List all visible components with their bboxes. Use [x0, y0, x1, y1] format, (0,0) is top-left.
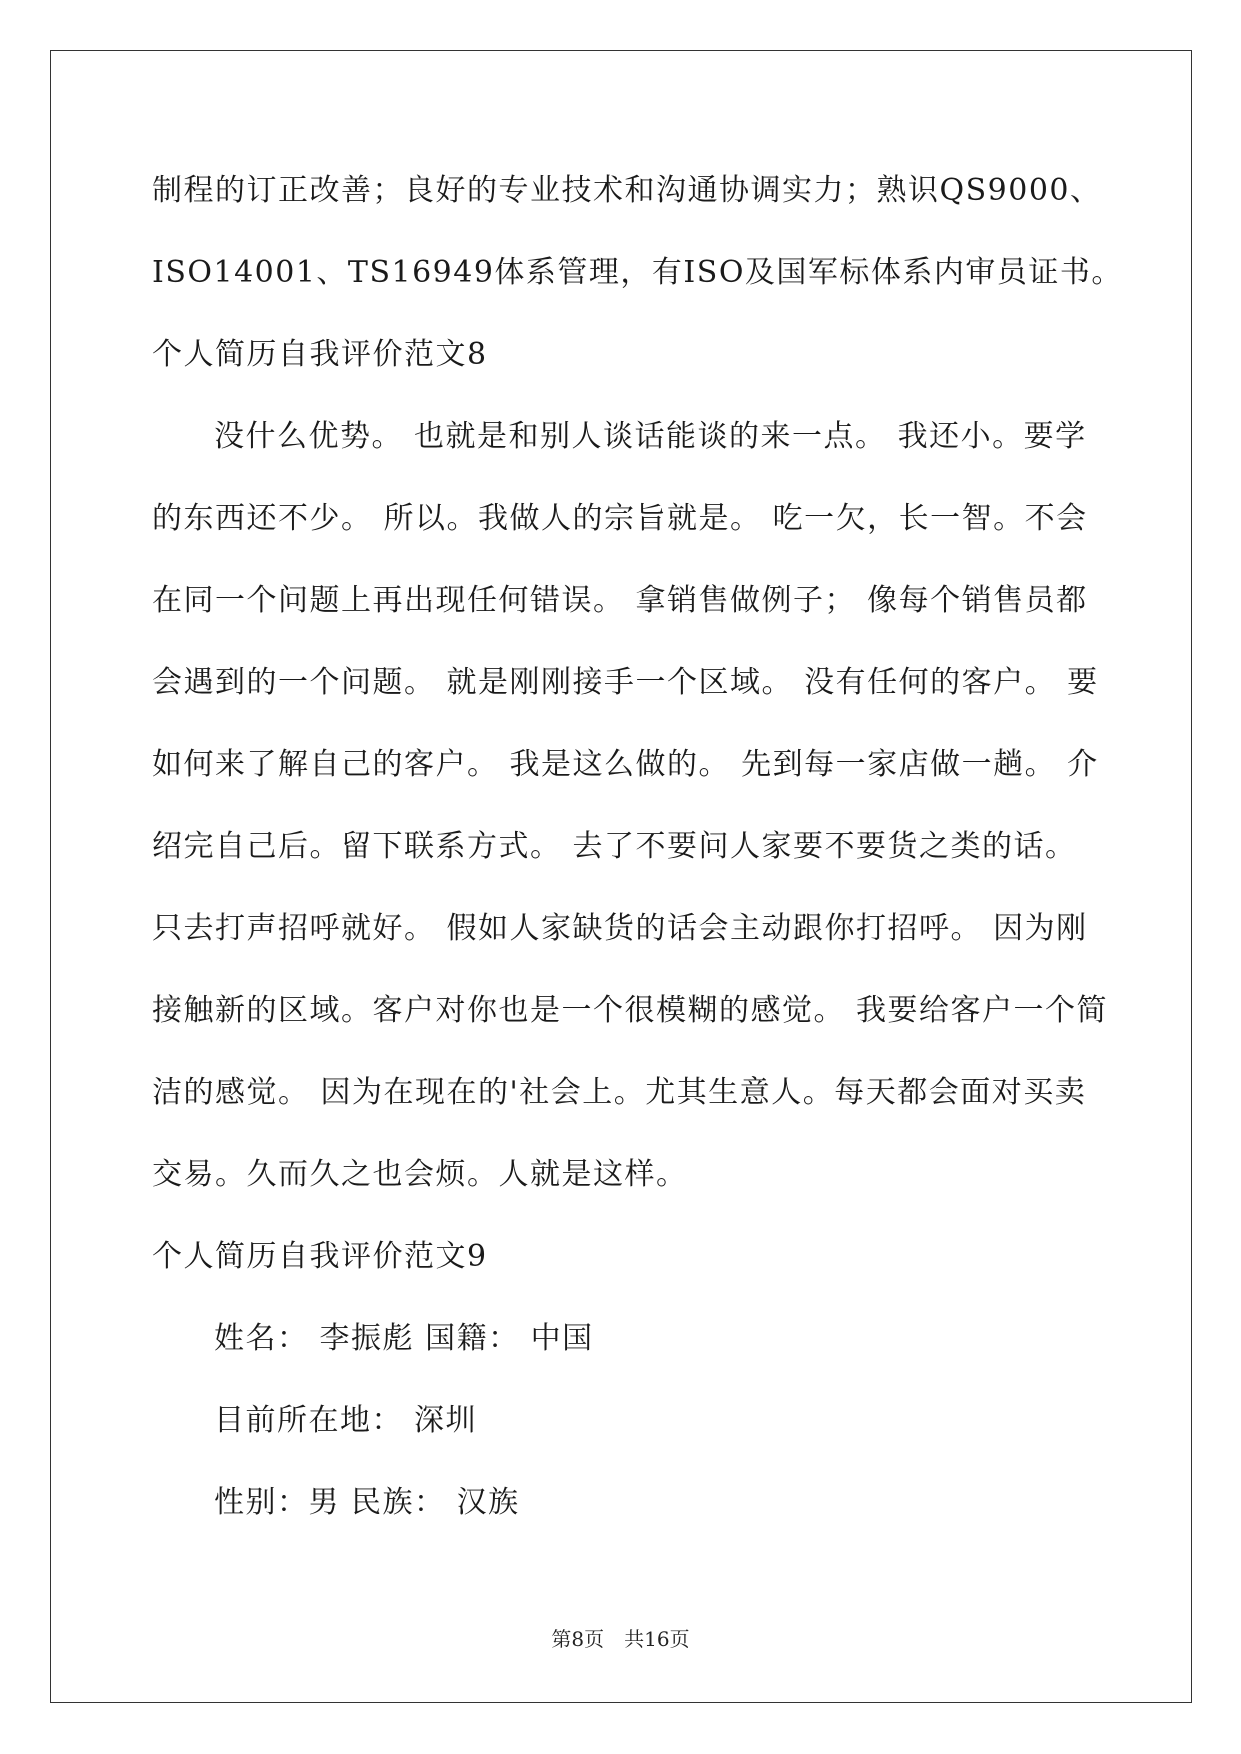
paragraph-line: 的东西还不少。 所以。我做人的宗旨就是。 吃一欠，长一智。不会 — [152, 501, 1088, 536]
paragraph-line: 如何来了解自己的客户。 我是这么做的。 先到每一家店做一趟。 介 — [152, 747, 1099, 782]
info-line-gender: 性别：男 民族： 汉族 — [214, 1485, 520, 1520]
section-heading-9: 个人简历自我评价范文9 — [152, 1239, 488, 1274]
page-border — [50, 50, 1192, 1703]
paragraph-line: 在同一个问题上再出现任何错误。 拿销售做例子； 像每个销售员都 — [152, 583, 1088, 618]
paragraph-line: 洁的感觉。 因为在现在的'社会上。尤其生意人。每天都会面对买卖 — [152, 1075, 1087, 1110]
paragraph-line: 接触新的区域。客户对你也是一个很模糊的感觉。 我要给客户一个简 — [152, 993, 1109, 1028]
paragraph-line: 只去打声招呼就好。 假如人家缺货的话会主动跟你打招呼。 因为刚 — [152, 911, 1088, 946]
section-heading-8: 个人简历自我评价范文8 — [152, 337, 488, 372]
body-text-line: 制程的订正改善；良好的专业技术和沟通协调实力；熟识QS9000、 — [152, 173, 1102, 208]
paragraph-line: 绍完自己后。留下联系方式。 去了不要问人家要不要货之类的话。 — [152, 829, 1077, 864]
info-line-name: 姓名： 李振彪 国籍： 中国 — [214, 1321, 594, 1356]
paragraph-line: 交易。久而久之也会烦。人就是这样。 — [152, 1157, 688, 1192]
paragraph-line: 会遇到的一个问题。 就是刚刚接手一个区域。 没有任何的客户。 要 — [152, 665, 1099, 700]
body-text-line: ISO14001、TS16949体系管理，有ISO及国军标体系内审员证书。 — [152, 255, 1123, 290]
page-footer: 第8页 共16页 — [551, 1627, 690, 1651]
paragraph-line: 没什么优势。 也就是和别人谈话能谈的来一点。 我还小。要学 — [214, 419, 1087, 454]
info-line-location: 目前所在地： 深圳 — [214, 1403, 478, 1438]
